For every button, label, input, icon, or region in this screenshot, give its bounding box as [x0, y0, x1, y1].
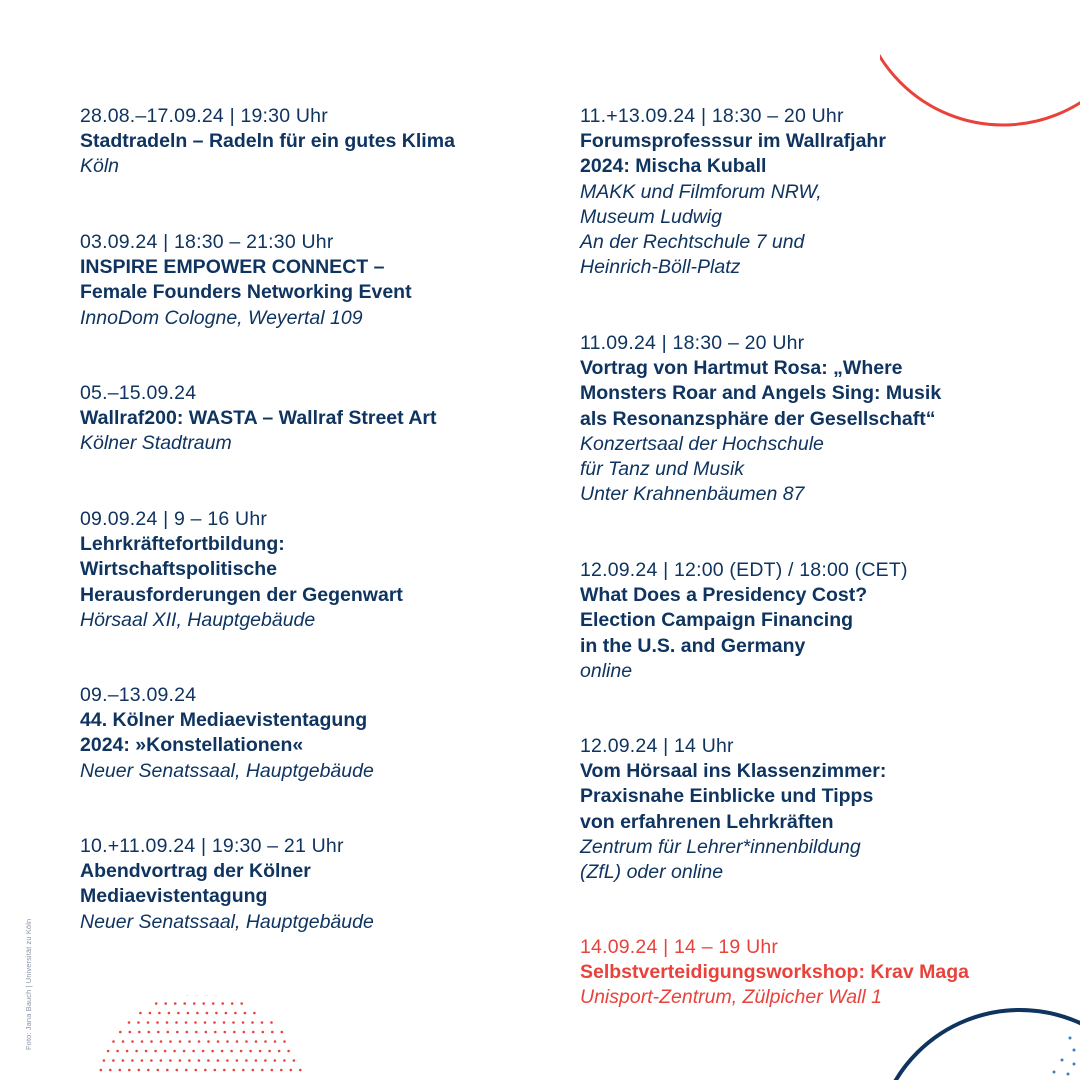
decorative-dot — [252, 1069, 255, 1072]
decorative-dot — [224, 1031, 227, 1034]
event-lehrkraeftefortbildung — [80, 507, 403, 633]
decorative-dot — [129, 1031, 132, 1034]
decorative-dot — [207, 1059, 210, 1062]
decorative-dot — [173, 1050, 176, 1053]
decorative-dot — [126, 1050, 129, 1053]
decorative-dot — [122, 1040, 125, 1043]
decorative-dot — [195, 1069, 198, 1072]
decorative-dot — [198, 1059, 201, 1062]
red-dot-pattern-decoration — [95, 995, 310, 1080]
event-location: Neuer Senatssaal, Hauptgebäude — [80, 910, 374, 933]
decorative-dot — [274, 1040, 277, 1043]
decorative-dot — [177, 1012, 180, 1015]
decorative-dot — [188, 1059, 191, 1062]
decorative-dot — [131, 1059, 134, 1062]
event-title: What Does a Presidency Cost? Election Campaign Financing in the U.S. and Germany — [580, 584, 868, 657]
event-date: 14.09.24 | 14 – 19 Uhr — [580, 936, 779, 958]
decorative-dot — [103, 1059, 106, 1062]
decorative-dot — [223, 1069, 226, 1072]
decorative-dot — [230, 1050, 233, 1053]
decorative-dot — [261, 1069, 264, 1072]
decorative-dot — [251, 1021, 254, 1024]
decorative-dot — [148, 1031, 151, 1034]
decorative-dot — [252, 1031, 255, 1034]
decorative-dot — [137, 1021, 140, 1024]
decorative-dot — [193, 1002, 196, 1005]
decorative-dot — [168, 1012, 171, 1015]
decorative-dot — [221, 1002, 224, 1005]
event-location: Neuer Senatssaal, Hauptgebäude — [80, 759, 374, 782]
decorative-dot — [157, 1069, 160, 1072]
decorative-dot — [138, 1069, 141, 1072]
decorative-dot — [244, 1012, 247, 1015]
event-location: Zentrum für Lehrer*innenbildung (ZfL) oder online — [580, 835, 861, 884]
decorative-dot — [138, 1031, 141, 1034]
decorative-dot — [261, 1021, 264, 1024]
decorative-dot — [107, 1050, 110, 1053]
event-stadtradeln — [80, 104, 455, 180]
decorative-dot — [154, 1050, 157, 1053]
decorative-dot — [160, 1059, 163, 1062]
decorative-dot — [128, 1021, 131, 1024]
blue-dot-pattern-decoration — [1040, 1030, 1080, 1080]
event-wallraf200-wasta — [80, 381, 437, 457]
decorative-dot — [195, 1031, 198, 1034]
event-title: Wallraf200: WASTA – Wallraf Street Art — [80, 407, 437, 430]
decorative-dot — [112, 1040, 115, 1043]
decorative-dot — [281, 1031, 284, 1034]
decorative-dot — [287, 1050, 290, 1053]
decorative-dot — [141, 1059, 144, 1062]
decorative-dot — [236, 1040, 239, 1043]
decorative-dot — [245, 1059, 248, 1062]
decorative-dot — [169, 1040, 172, 1043]
event-title: 44. Kölner Mediaevistentagung 2024: »Konstellationen« — [80, 709, 368, 757]
decorative-dot — [112, 1059, 115, 1062]
decorative-dot — [139, 1012, 142, 1015]
decorative-dot — [119, 1069, 122, 1072]
event-title: Abendvortrag der Kölner Mediaevistentagung — [80, 860, 311, 908]
decorative-dot — [240, 1050, 243, 1053]
event-location: Unisport-Zentrum, Zülpicher Wall 1 — [580, 986, 882, 1009]
decorative-dot — [214, 1069, 217, 1072]
decorative-dot — [202, 1002, 205, 1005]
decorative-dot — [131, 1040, 134, 1043]
decorative-dot — [196, 1012, 199, 1015]
decorative-dot — [242, 1069, 245, 1072]
decorative-dot — [122, 1059, 125, 1062]
decorative-dot — [217, 1040, 220, 1043]
event-location: Hörsaal XII, Hauptgebäude — [80, 608, 316, 631]
event-date: 12.09.24 | 14 Uhr — [580, 735, 734, 757]
decorative-dot — [202, 1050, 205, 1053]
decorative-dot — [100, 1069, 103, 1072]
event-date: 05.–15.09.24 — [80, 382, 197, 404]
red-arc-decoration — [880, 0, 1080, 130]
decorative-dot — [204, 1069, 207, 1072]
decorative-dot — [232, 1021, 235, 1024]
decorative-dot — [187, 1012, 190, 1015]
decorative-dot — [234, 1012, 237, 1015]
decorative-dot — [192, 1050, 195, 1053]
event-title: Forumsprofesssur im Wallrafjahr 2024: Mischa Kuball — [580, 130, 886, 178]
decorative-dot — [293, 1059, 296, 1062]
decorative-dot — [278, 1050, 281, 1053]
decorative-dot — [215, 1012, 218, 1015]
decorative-dot — [149, 1012, 152, 1015]
decorative-dot — [204, 1021, 207, 1024]
decorative-dot — [243, 1031, 246, 1034]
decorative-dot — [233, 1031, 236, 1034]
event-krav-maga-highlight — [580, 935, 969, 1011]
event-mediaevistentagung — [80, 683, 374, 784]
decorative-dot — [253, 1012, 256, 1015]
decorative-dot — [145, 1050, 148, 1053]
decorative-dot — [119, 1031, 122, 1034]
event-abendvortrag — [80, 834, 374, 935]
decorative-dot — [264, 1059, 267, 1062]
event-date: 28.08.–17.09.24 | 19:30 Uhr — [80, 105, 328, 127]
decorative-dot — [226, 1040, 229, 1043]
decorative-dot — [157, 1031, 160, 1034]
decorative-dot — [141, 1040, 144, 1043]
decorative-dot — [147, 1021, 150, 1024]
decorative-dot — [135, 1050, 138, 1053]
decorative-dot — [183, 1050, 186, 1053]
decorative-dot — [175, 1021, 178, 1024]
decorative-dot — [156, 1021, 159, 1024]
decorative-dot — [283, 1059, 286, 1062]
event-title: Selbstverteidigungsworkshop: Krav Maga — [580, 961, 970, 984]
decorative-dot — [249, 1050, 252, 1053]
decorative-dot — [255, 1059, 258, 1062]
event-date: 09.09.24 | 9 – 16 Uhr — [80, 508, 268, 530]
event-title: Vom Hörsaal ins Klassenzimmer: Praxisnahe Einblicke und Tipps von erfahrenen Lehrkräften — [580, 760, 887, 833]
decorative-dot — [259, 1050, 262, 1053]
decorative-dot — [274, 1059, 277, 1062]
decorative-dot — [160, 1040, 163, 1043]
event-forumsprofessur — [580, 104, 886, 280]
event-vortrag-hartmut-rosa — [580, 331, 941, 507]
event-location: Konzertsaal der Hochschule für Tanz und Musik Unter Krahnenbäumen 87 — [580, 432, 824, 506]
event-date: 03.09.24 | 18:30 – 21:30 Uhr — [80, 231, 334, 253]
decorative-dot — [167, 1031, 170, 1034]
decorative-dot — [147, 1069, 150, 1072]
decorative-dot — [214, 1031, 217, 1034]
decorative-dot — [158, 1012, 161, 1015]
event-date: 11.09.24 | 18:30 – 20 Uhr — [580, 332, 805, 354]
decorative-dot — [169, 1059, 172, 1062]
decorative-dot — [109, 1069, 112, 1072]
decorative-dot — [186, 1031, 189, 1034]
decorative-dot — [116, 1050, 119, 1053]
decorative-dot — [223, 1021, 226, 1024]
decorative-dot — [183, 1002, 186, 1005]
decorative-dot — [150, 1059, 153, 1062]
decorative-dot — [164, 1050, 167, 1053]
decorative-dot — [245, 1040, 248, 1043]
event-title: INSPIRE EMPOWER CONNECT – Female Founders Networking Event — [80, 256, 412, 304]
decorative-dot — [262, 1031, 265, 1034]
decorative-dot — [290, 1069, 293, 1072]
event-location: MAKK und Filmforum NRW, Museum Ludwig An der Rechtschule 7 und Heinrich-Böll-Platz — [580, 180, 822, 279]
decorative-dot — [226, 1059, 229, 1062]
decorative-dot — [166, 1021, 169, 1024]
decorative-dot — [174, 1002, 177, 1005]
event-inspire-empower-connect — [80, 230, 412, 331]
decorative-dot — [271, 1031, 274, 1034]
decorative-dot — [217, 1059, 220, 1062]
decorative-dot — [166, 1069, 169, 1072]
decorative-dot — [188, 1040, 191, 1043]
decorative-dot — [164, 1002, 167, 1005]
decorative-dot — [198, 1040, 201, 1043]
decorative-dot — [206, 1012, 209, 1015]
decorative-dot — [283, 1040, 286, 1043]
decorative-dot — [268, 1050, 271, 1053]
decorative-dot — [194, 1021, 197, 1024]
decorative-dot — [150, 1040, 153, 1043]
event-title: Vortrag von Hartmut Rosa: „Where Monsters Roar and Angels Sing: Musik als Resonanzsphäre der Gesellschaft“ — [580, 357, 942, 430]
decorative-dot — [155, 1002, 158, 1005]
event-date: 11.+13.09.24 | 18:30 – 20 Uhr — [580, 105, 844, 127]
decorative-dot — [185, 1021, 188, 1024]
event-title: Stadtradeln – Radeln für ein gutes Klima — [80, 130, 455, 153]
decorative-dot — [128, 1069, 131, 1072]
decorative-dot — [211, 1050, 214, 1053]
event-location: InnoDom Cologne, Weyertal 109 — [80, 306, 363, 329]
event-title: Lehrkräftefortbildung: Wirtschaftspolitische Herausforderungen der Gegenwart — [80, 533, 403, 606]
event-location: Kölner Stadtraum — [80, 432, 232, 455]
decorative-dot — [185, 1069, 188, 1072]
decorative-dot — [213, 1021, 216, 1024]
event-presidency-cost — [580, 558, 908, 684]
decorative-dot — [176, 1031, 179, 1034]
decorative-dot — [231, 1002, 234, 1005]
event-location: online — [580, 659, 633, 682]
event-date: 09.–13.09.24 — [80, 684, 197, 706]
decorative-dot — [176, 1069, 179, 1072]
decorative-dot — [242, 1021, 245, 1024]
decorative-dot — [271, 1069, 274, 1072]
event-date: 10.+11.09.24 | 19:30 – 21 Uhr — [80, 835, 344, 857]
decorative-dot — [299, 1069, 302, 1072]
decorative-dot — [236, 1059, 239, 1062]
decorative-dot — [233, 1069, 236, 1072]
decorative-dot — [212, 1002, 215, 1005]
decorative-dot — [205, 1031, 208, 1034]
event-location: Köln — [80, 155, 120, 178]
decorative-dot — [264, 1040, 267, 1043]
decorative-dot — [255, 1040, 258, 1043]
decorative-dot — [270, 1021, 273, 1024]
event-date: 12.09.24 | 12:00 (EDT) / 18:00 (CET) — [580, 559, 908, 581]
decorative-dot — [207, 1040, 210, 1043]
photo-credit: Foto: Jana Bauch | Universität zu Köln — [24, 918, 33, 1050]
decorative-dot — [240, 1002, 243, 1005]
decorative-dot — [280, 1069, 283, 1072]
decorative-dot — [225, 1012, 228, 1015]
decorative-dot — [221, 1050, 224, 1053]
decorative-dot — [179, 1059, 182, 1062]
decorative-dot — [179, 1040, 182, 1043]
event-hoersaal-klassenzimmer — [580, 734, 886, 885]
